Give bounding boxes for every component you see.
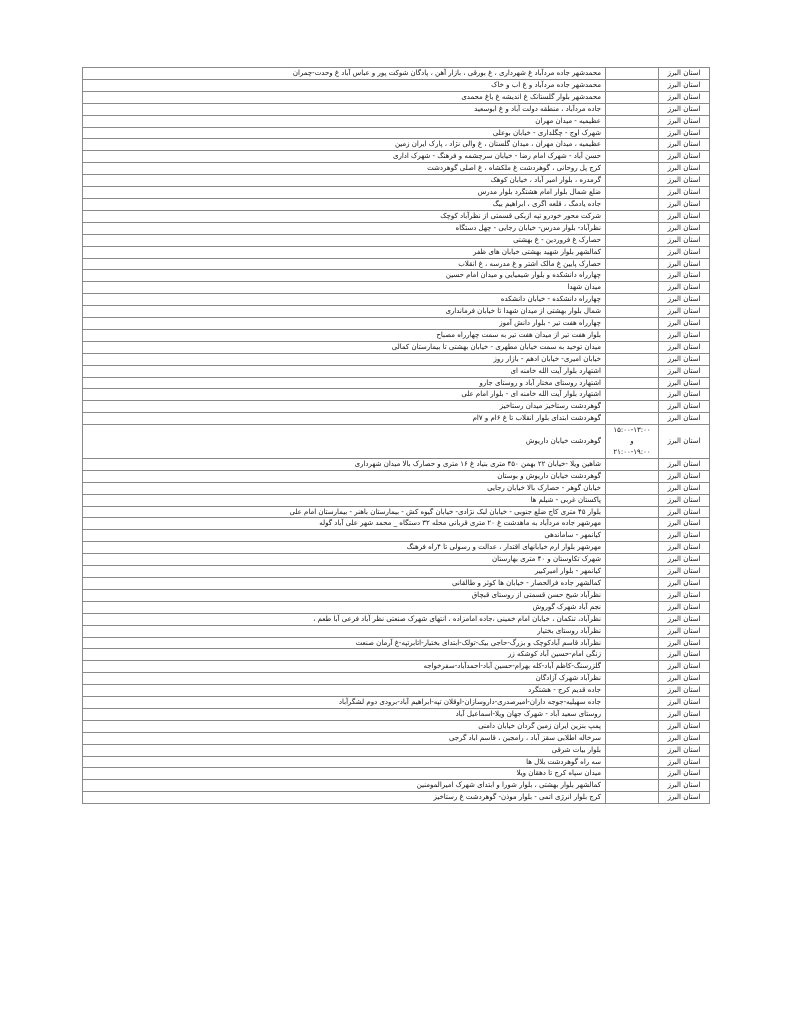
table-row <box>83 389 710 401</box>
area-cell: پاکستان غربی - شیلم ها <box>83 494 606 506</box>
table-row <box>83 306 710 318</box>
province-cell: استان البرز <box>659 413 710 425</box>
province-cell: استان البرز <box>659 187 710 199</box>
table-row <box>83 482 710 494</box>
outage-schedule-table <box>82 67 710 804</box>
province-cell: استان البرز <box>659 258 710 270</box>
area-cell: حسن آباد - شهرک امام رضا - خیابان سرچشمه و فرهنگ - شهرک اداری <box>83 151 606 163</box>
area-cell: بلوار بیات شرقی <box>83 744 606 756</box>
time-cell <box>606 732 659 744</box>
time-cell <box>606 470 659 482</box>
table-row <box>83 577 710 589</box>
table-row <box>83 198 710 210</box>
area-cell: میدان سپاه کرج تا دهقان ویلا <box>83 768 606 780</box>
table-row <box>83 341 710 353</box>
area-cell: گوهردشت خیابان داریوش و بوستان <box>83 470 606 482</box>
area-cell: حصارک پایین غ مالک اشتر و غ مدرسه ، غ انقلاب <box>83 258 606 270</box>
time-range-text <box>613 425 650 458</box>
area-cell: گوهردشت رستاخیز میدان رستاخیز <box>83 401 606 413</box>
province-cell: استان البرز <box>659 163 710 175</box>
table-row <box>83 470 710 482</box>
table-row <box>83 329 710 341</box>
province-cell: استان البرز <box>659 482 710 494</box>
time-cell <box>606 506 659 518</box>
area-cell: نجم آباد شهرک گوروش <box>83 601 606 613</box>
table-row <box>83 566 710 578</box>
table-row <box>83 68 710 80</box>
table-row <box>83 589 710 601</box>
time-cell <box>606 377 659 389</box>
area-cell: سرخاله اطلابی سقز آباد ، رامجین ، قاسم اباد گرجی <box>83 732 606 744</box>
area-cell: کرج پل روحانی ، گوهردشت غ ملکشاه ، غ اصلی گوهردشت <box>83 163 606 175</box>
table-row <box>83 542 710 554</box>
time-range-1: ۱۵:۰۰-۱۳:۰۰ <box>613 426 651 435</box>
time-cell <box>606 365 659 377</box>
province-cell: استان البرز <box>659 708 710 720</box>
province-cell: استان البرز <box>659 649 710 661</box>
area-cell: جاده سهیلیه-جوجه داران-امیرصدری-داروسازان-اوقلان تپه-ابراهیم آباد-برودی دوم لشگرآباد <box>83 697 606 709</box>
time-cell <box>606 258 659 270</box>
province-cell: استان البرز <box>659 329 710 341</box>
time-cell <box>606 685 659 697</box>
area-cell: محمدشهر جاده مردآباد غ شهرداری ، غ بورقی ، بازار آهن ، پادگان شوکت پور و عباس آباد غ وحدت-چمران <box>83 68 606 80</box>
table-row <box>83 756 710 768</box>
table-row <box>83 494 710 506</box>
province-cell: استان البرز <box>659 542 710 554</box>
table-row <box>83 649 710 661</box>
province-cell: استان البرز <box>659 518 710 530</box>
province-cell: استان البرز <box>659 246 710 258</box>
province-cell: استان البرز <box>659 494 710 506</box>
area-cell: شمال بلوار بهشتی از میدان شهدا تا خیابان فرمانداری <box>83 306 606 318</box>
table-row <box>83 222 710 234</box>
area-cell: کمالشهر بلوار شهید بهشتی خیابان های ظفر <box>83 246 606 258</box>
province-cell: استان البرز <box>659 768 710 780</box>
province-cell: استان البرز <box>659 566 710 578</box>
time-cell <box>606 115 659 127</box>
time-cell <box>606 530 659 542</box>
area-cell: چهارراه دانشکده - خیابان دانشکده <box>83 294 606 306</box>
time-cell <box>606 458 659 470</box>
area-cell: خیابان امیری- خیابان ادهم - بازار روز <box>83 353 606 365</box>
area-cell: نظرآباد، تنکمان ، خیابان امام خمینی ،جاده امامزاده ، انتهای شهرک صنعتی نظر آباد فرعی آبا طعم ، <box>83 613 606 625</box>
time-cell <box>606 163 659 175</box>
area-cell: عظیمیه - میدان مهران <box>83 115 606 127</box>
table-row <box>83 175 710 187</box>
area-cell: ضلع شمال بلوار امام هشتگرد بلوار مدرس <box>83 187 606 199</box>
area-cell: نظرآباد روستای بختیار <box>83 625 606 637</box>
area-cell: محمدشهر بلوار گلستانک غ اندیشه غ باغ محمدی <box>83 91 606 103</box>
area-cell: جاده یادمگ ، قلعه اگری ، ابراهیم بیگ <box>83 198 606 210</box>
table-body <box>83 68 710 804</box>
time-cell <box>606 341 659 353</box>
time-cell <box>606 708 659 720</box>
time-cell <box>606 554 659 566</box>
table-row <box>83 625 710 637</box>
province-cell: استان البرز <box>659 282 710 294</box>
table-row <box>83 270 710 282</box>
province-cell: استان البرز <box>659 91 710 103</box>
table-row <box>83 401 710 413</box>
time-cell <box>606 566 659 578</box>
province-cell: استان البرز <box>659 470 710 482</box>
table-row <box>83 613 710 625</box>
table-row <box>83 744 710 756</box>
table-row <box>83 768 710 780</box>
area-cell: اشتهارد بلوار آیت الله خامنه ای <box>83 365 606 377</box>
province-cell: استان البرز <box>659 306 710 318</box>
table-row <box>83 661 710 673</box>
table-row <box>83 210 710 222</box>
time-cell <box>606 210 659 222</box>
table-row <box>83 780 710 792</box>
time-cell <box>606 353 659 365</box>
time-cell <box>606 697 659 709</box>
area-cell: زنگی امام-حسین آباد کوشکه زر <box>83 649 606 661</box>
area-cell: حصارک غ فروردین - غ بهشتی <box>83 234 606 246</box>
time-cell <box>606 282 659 294</box>
time-cell <box>606 306 659 318</box>
time-cell <box>606 756 659 768</box>
table-row <box>83 601 710 613</box>
province-cell: استان البرز <box>659 389 710 401</box>
table-row <box>83 365 710 377</box>
area-cell: گلزرسنگ-کاظم آباد-کله بهرام-حسین آباد-احمدآباد-سفرخواجه <box>83 661 606 673</box>
table-row <box>83 79 710 91</box>
province-cell: استان البرز <box>659 577 710 589</box>
province-cell: استان البرز <box>659 506 710 518</box>
table-row <box>83 708 710 720</box>
area-cell: عظیمیه ، میدان مهران ، میدان گلستان ، غ والی نژاد ، پارک ایران زمین <box>83 139 606 151</box>
province-cell: استان البرز <box>659 198 710 210</box>
time-cell <box>606 780 659 792</box>
time-cell <box>606 613 659 625</box>
province-cell: استان البرز <box>659 103 710 115</box>
area-cell: مهرشهر جاده مردآباد به ماهدشت غ ۲۰ متری قربانی محله ۳۲ دستگاه _ محمد شهر علی آباد گوله <box>83 518 606 530</box>
time-cell <box>606 127 659 139</box>
province-cell: استان البرز <box>659 353 710 365</box>
table-row <box>83 294 710 306</box>
area-cell: میدان شهدا <box>83 282 606 294</box>
province-cell: استان البرز <box>659 68 710 80</box>
area-cell: خیابان گوهر - حصارک بالا خیابان رجایی <box>83 482 606 494</box>
area-cell: جاده قدیم کرج - هشتگرد <box>83 685 606 697</box>
time-cell <box>606 792 659 804</box>
time-cell <box>606 744 659 756</box>
time-cell <box>606 175 659 187</box>
table-row <box>83 425 710 459</box>
area-cell: اشتهارد بلوار آیت الله خامنه ای - بلوار امام علی <box>83 389 606 401</box>
time-cell <box>606 649 659 661</box>
time-cell <box>606 187 659 199</box>
province-cell: استان البرز <box>659 175 710 187</box>
province-cell: استان البرز <box>659 530 710 542</box>
table-row <box>83 413 710 425</box>
province-cell: استان البرز <box>659 756 710 768</box>
area-cell: شاهین ویلا -خیابان ۲۲ بهمن ۴۵۰ متری بنیاد غ ۱۶ متری و حصارک بالا میدان شهرداری <box>83 458 606 470</box>
area-cell: پمپ بنزین ایران زمین گردان خیابان دامنی <box>83 720 606 732</box>
province-cell: استان البرز <box>659 661 710 673</box>
time-cell <box>606 577 659 589</box>
area-cell: کمالشهر جاده فرالحصار - خیابان ها کوثر و طالقانی <box>83 577 606 589</box>
time-cell <box>606 68 659 80</box>
time-cell <box>606 79 659 91</box>
time-cell <box>606 401 659 413</box>
table-row <box>83 91 710 103</box>
time-cell <box>606 198 659 210</box>
area-cell: شرکت محور خودرو تپه ازبکی قسمتی از نظرآباد کوچک <box>83 210 606 222</box>
table-row <box>83 506 710 518</box>
province-cell: استان البرز <box>659 222 710 234</box>
time-joiner: و <box>630 437 634 446</box>
time-cell <box>606 720 659 732</box>
province-cell: استان البرز <box>659 425 710 459</box>
table-row <box>83 732 710 744</box>
area-cell: شهرک تکاوستان و ۴۰ متری بهارستان <box>83 554 606 566</box>
province-cell: استان البرز <box>659 365 710 377</box>
time-range-2: ۲۱:۰۰-۱۹:۰۰ <box>613 448 651 456</box>
time-cell <box>606 294 659 306</box>
table-row <box>83 720 710 732</box>
province-cell: استان البرز <box>659 637 710 649</box>
province-cell: استان البرز <box>659 341 710 353</box>
area-cell: گرمدره ، بلوار امیر آباد ، خیابان کوهک <box>83 175 606 187</box>
area-cell: چهارراه دانشکده و بلوار شیمیایی و میدان امام حسین <box>83 270 606 282</box>
province-cell: استان البرز <box>659 79 710 91</box>
time-cell <box>606 270 659 282</box>
time-cell <box>606 413 659 425</box>
area-cell: روستای سعید آباد - شهرک جهان ویلا-اسماعیل آباد <box>83 708 606 720</box>
province-cell: استان البرز <box>659 673 710 685</box>
time-cell <box>606 661 659 673</box>
table-row <box>83 697 710 709</box>
area-cell: کیانمهر - ساماندهی <box>83 530 606 542</box>
province-cell: استان البرز <box>659 732 710 744</box>
area-cell: اشتهارد روستای مختار آباد و روستای جارو <box>83 377 606 389</box>
area-cell: بلوار هفت تیر از میدان هفت تیر به سمت چهارراه مصباح <box>83 329 606 341</box>
time-cell <box>606 518 659 530</box>
table-row <box>83 139 710 151</box>
area-cell: کمالشهر بلوار بهشتی ، بلوار شورا و ابتدای شهرک امیرالمومنین <box>83 780 606 792</box>
table-row <box>83 353 710 365</box>
table-row <box>83 637 710 649</box>
table-row <box>83 246 710 258</box>
time-cell <box>606 139 659 151</box>
time-cell <box>606 234 659 246</box>
province-cell: استان البرز <box>659 744 710 756</box>
table-row <box>83 127 710 139</box>
province-cell: استان البرز <box>659 613 710 625</box>
table-row <box>83 103 710 115</box>
province-cell: استان البرز <box>659 554 710 566</box>
time-cell <box>606 91 659 103</box>
time-cell <box>606 482 659 494</box>
province-cell: استان البرز <box>659 589 710 601</box>
area-cell: کیانمهر - بلوار امیرکبیر <box>83 566 606 578</box>
table-row <box>83 115 710 127</box>
province-cell: استان البرز <box>659 780 710 792</box>
table-row <box>83 530 710 542</box>
table-row <box>83 234 710 246</box>
table-row <box>83 518 710 530</box>
province-cell: استان البرز <box>659 139 710 151</box>
area-cell: نظرآباد- بلوار مدرس- خیابان رجایی - چهل دستگاه <box>83 222 606 234</box>
province-cell: استان البرز <box>659 401 710 413</box>
time-cell <box>606 329 659 341</box>
area-cell: چهارراه هفت تیر - بلوار دانش آموز <box>83 318 606 330</box>
province-cell: استان البرز <box>659 127 710 139</box>
province-cell: استان البرز <box>659 458 710 470</box>
province-cell: استان البرز <box>659 685 710 697</box>
province-cell: استان البرز <box>659 234 710 246</box>
province-cell: استان البرز <box>659 625 710 637</box>
area-cell: محمدشهر جاده مردآباد و غ اب و خاک <box>83 79 606 91</box>
province-cell: استان البرز <box>659 294 710 306</box>
table-row <box>83 792 710 804</box>
time-cell <box>606 601 659 613</box>
time-cell <box>606 389 659 401</box>
time-cell <box>606 222 659 234</box>
table-row <box>83 151 710 163</box>
time-cell <box>606 425 659 459</box>
province-cell: استان البرز <box>659 601 710 613</box>
time-cell <box>606 151 659 163</box>
area-cell: گوهردشت ابتدای بلوار انقلاب تا غ ۶ام و ۷ام <box>83 413 606 425</box>
table-row <box>83 377 710 389</box>
area-cell: جاده مردآباد ، منطقه دولت آباد و غ ابوسعید <box>83 103 606 115</box>
area-cell: نظرآباد قاسم آبادکوچک و بزرگ-حاجی بیک-تولک-ابتدای بختیار-اتابرتپه-غ آرمان صنعت <box>83 637 606 649</box>
time-cell <box>606 103 659 115</box>
area-cell: میدان توحید به سمت خیابان مطهری - خیابان بهشتی تا بیمارستان کمالی <box>83 341 606 353</box>
time-cell <box>606 673 659 685</box>
time-cell <box>606 318 659 330</box>
province-cell: استان البرز <box>659 697 710 709</box>
table-row <box>83 187 710 199</box>
time-cell <box>606 494 659 506</box>
province-cell: استان البرز <box>659 318 710 330</box>
table-row <box>83 554 710 566</box>
province-cell: استان البرز <box>659 720 710 732</box>
area-cell: کرج بلوار انرژی اتمی - بلوار موذن- گوهردشت غ رستاخیز <box>83 792 606 804</box>
area-cell: نظرآباد شهرک آزادگان <box>83 673 606 685</box>
time-cell <box>606 542 659 554</box>
time-cell <box>606 625 659 637</box>
table-row <box>83 258 710 270</box>
area-cell: سه راه گوهردشت بلال ها <box>83 756 606 768</box>
table-row <box>83 673 710 685</box>
province-cell: استان البرز <box>659 151 710 163</box>
time-cell <box>606 589 659 601</box>
table-row <box>83 163 710 175</box>
time-cell <box>606 768 659 780</box>
area-cell: بلوار ۴۵ متری کاج ضلع جنوبی - خیابان لبک نژادی- خیابان گیوه کش - بیمارستان باهنر - بیمارستان امام علی <box>83 506 606 518</box>
table-row <box>83 685 710 697</box>
area-cell: مهرشهر بلوار ارم خیابانهای اقتدار ، عدالت و رسولی تا ۴راه فرهنگ <box>83 542 606 554</box>
time-cell <box>606 637 659 649</box>
province-cell: استان البرز <box>659 377 710 389</box>
time-cell <box>606 246 659 258</box>
province-cell: استان البرز <box>659 210 710 222</box>
area-cell: نظرآباد شیخ حسن قسمتی از روستای قبچاق <box>83 589 606 601</box>
province-cell: استان البرز <box>659 270 710 282</box>
area-cell: شهرک اوج - چگلداری - خیابان بوعلی <box>83 127 606 139</box>
province-cell: استان البرز <box>659 115 710 127</box>
province-cell: استان البرز <box>659 792 710 804</box>
table-row <box>83 282 710 294</box>
table-row <box>83 318 710 330</box>
area-cell: گوهردشت خیابان داریوش <box>83 425 606 459</box>
table-row <box>83 458 710 470</box>
